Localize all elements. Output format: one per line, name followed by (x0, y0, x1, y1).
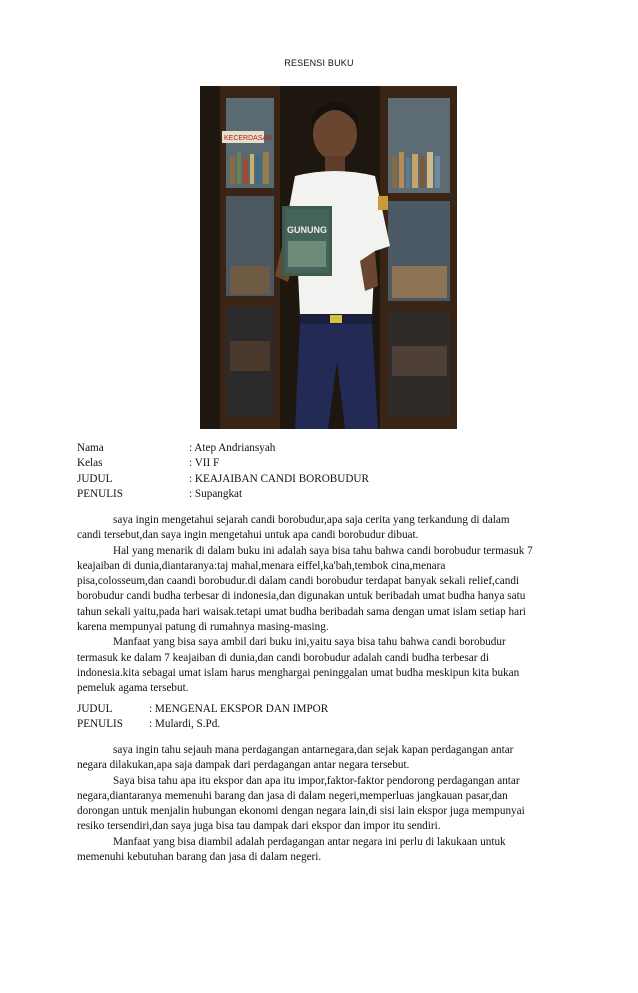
review1-paragraphs (77, 513, 587, 697)
page-title: RESENSI BUKU (284, 58, 354, 68)
info-value: : Atep Andriansyah (189, 442, 276, 454)
review-line: Saya bisa tahu apa itu ekspor dan apa itu impor,faktor-faktor pendorong perdagangan antar (113, 774, 520, 787)
info-value: : KEAJAIBAN CANDI BOROBUDUR (189, 472, 369, 485)
review-line: karena mempunyai patung di rumahnya masing-masing. (77, 621, 329, 634)
student-photo (200, 86, 457, 429)
info-row-title (77, 702, 587, 717)
poster-text: KECERDASAN (224, 135, 273, 142)
review-line: Manfaat yang bisa diambil adalah perdagangan antar negara ini perlu di lakukaan untuk (113, 835, 506, 848)
book1-info (77, 441, 587, 502)
review2-paragraphs (77, 743, 587, 865)
review-line: termasuk ke dalam 7 keajaiban di dunia,dan candi borobudur adalah candi budha terbesar di (77, 651, 489, 664)
review-line: borobudur candi budha terbesar di indonesia,dan digunakan untuk beribadah umat budha hanya satu (77, 590, 526, 603)
info-row-title (77, 472, 587, 487)
review-line: pisa,colosseum,dan caandi borobudur.di dalam candi borobudur terdapat banyak sekali relief,candi (77, 575, 520, 588)
review-line: resiko tersendiri,dan saya juga bisa tau dampak dari ekspor dan impor itu sendiri. (77, 820, 441, 833)
info-value: : MENGENAL EKSPOR DAN IMPOR (149, 703, 329, 715)
photo-illustration (200, 86, 457, 429)
info-label: PENULIS (77, 718, 123, 731)
review-line: saya ingin mengetahui sejarah candi borobudur,apa saja cerita yang terkandung di dalam (113, 514, 510, 526)
book2-info (77, 702, 587, 733)
info-row-author (77, 487, 587, 502)
review-line: candi tersebut,dan saya ingin mengetahui untuk apa candi borobudur dibuat. (77, 529, 419, 542)
review-line: keajaiban di dunia,diantaranya:taj mahal,menara eiffel,ka'bah,tembok cina,menara (77, 559, 446, 572)
info-label: JUDUL (77, 472, 113, 485)
info-label: Kelas (77, 457, 103, 470)
info-value: : Supangkat (189, 487, 243, 500)
review-line: saya ingin tahu sejauh mana perdagangan antarnegara,dan sejak kapan perdagangan antar (113, 744, 514, 756)
review-line: negara,diantaranya memenuhi barang dan jasa di dalam negeri,memperluas jangkauan pasar,dan (77, 789, 508, 802)
info-row-author (77, 717, 587, 732)
review-line: pemeluk agama tersebut. (77, 682, 189, 695)
review-line: Hal yang menarik di dalam buku ini adalah saya bisa tahu bahwa candi borobudur termasuk 7 (113, 544, 533, 557)
book-cover-title: GUNUNG (287, 225, 327, 235)
review-line: tahun sekali yaitu,pada hari waisak.tetapi umat budha beribadah sama dengan umat islam setiap hari (77, 605, 526, 618)
review-line: negara dilakukan,apa saja dampak dari perdagangan antar negara tersebut. (77, 759, 410, 772)
info-value: : Mulardi, S.Pd. (149, 718, 221, 731)
review-line: Manfaat yang bisa saya ambil dari buku ini,yaitu saya bisa tahu bahwa candi borobudur (113, 636, 506, 649)
info-value: : VII F (189, 457, 220, 470)
review-line: indonesia.kita sebagai umat islam harus menghargai peninggalan umat budha meskipun kita bukan (77, 666, 520, 679)
info-label: Nama (77, 442, 104, 454)
review-line: dorongan untuk menjalin hubungan ekonomi dengan negara lain,di sisi lain ekspor juga mempunyai (77, 805, 525, 818)
info-row-class (77, 456, 587, 471)
info-row-name (77, 441, 587, 456)
review-line: memenuhi kebutuhan barang dan jasa di dalam negeri. (77, 851, 322, 864)
info-label: PENULIS (77, 487, 123, 500)
info-label: JUDUL (77, 703, 113, 715)
